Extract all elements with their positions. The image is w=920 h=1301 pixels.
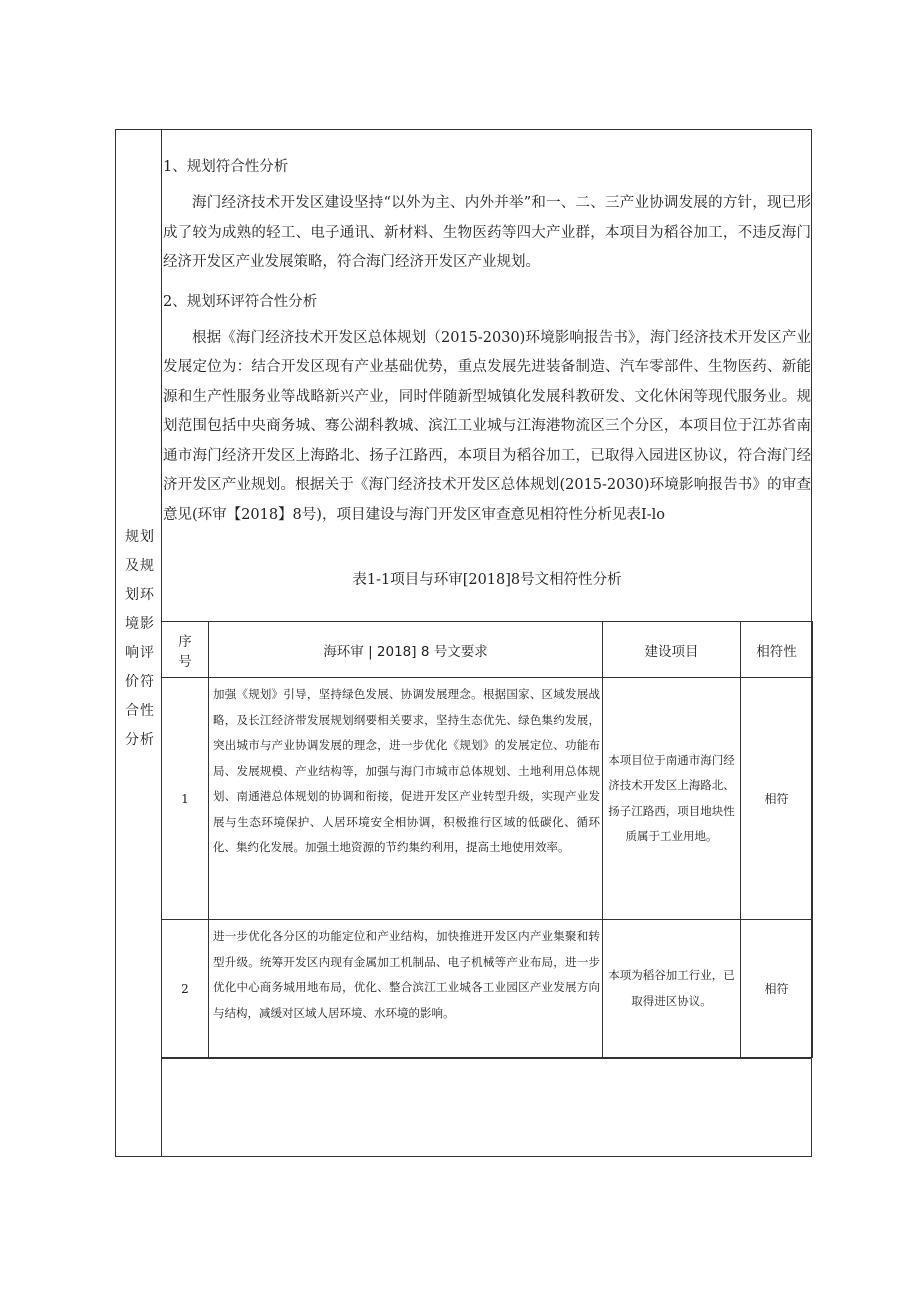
row-project: 本项目位于南通市海门经济技术开发区上海路北、扬子江路西，项目地块性质属于工业用地。 (603, 678, 741, 920)
conformity-table (161, 621, 812, 1059)
header-seq-line1: 序 (178, 633, 192, 650)
header-seq (162, 622, 209, 678)
row-requirement: 加强《规划》引导，坚持绿色发展、协调发展理念。根据国家、区域发展战略，及长江经济带发展规划纲要相关要求，坚持生态优先、绿色集约发展，突出城市与产业协调发展的理念，进一步优化《规划》的发展定位、功能布局、发展规模、产业结构等，加强与海门市城市总体规划、土地利用总体规划、南通港总体规划的协调和衔接，促进开发区产业转型升级，实现产业发展与生态环境保护、人居环境安全相协调，积极推行区域的低碳化、循环化、集约化发展。加强土地资源的节约集约利用，提高土地使用效率。 (209, 678, 603, 920)
table-caption: 表1-1项目与环审[2018]8号文相符性分析 (352, 572, 622, 588)
row-seq: 2 (162, 920, 209, 1058)
paragraph-planning: 海门经济技术开发区建设坚持“以外为主、内外并举”和一、二、三产业协调发展的方针，现已形成了较为成熟的轻工、电子通讯、新材料、生物医药等四大产业群，本项目为稻谷加工，不违反海门经济开发区产业发展策略，符合海门经济开发区产业规划。 (163, 195, 811, 270)
paragraph-eia: 根据《海门经济技术开发区总体规划（2015-2030)环境影响报告书》，海门经济技术开发区产业发展定位为：结合开发区现有产业基础优势，重点发展先进装备制造、汽车零部件、生物医药、新能源和生产性服务业等战略新兴产业，同时伴随新型城镇化发展科教研发、文化休闲等现代服务业。规划范围包括中央商务城、骞公湖科教城、滨江工业城与江海港物流区三个分区，本项目位于江苏省南通市海门经济开发区上海路北、扬子江路西，本项目为稻谷加工，已取得入园进区协议，符合海门经济开发区产业规划。根据关于《海门经济技术开发区总体规划(2015-2030)环境影响报告书》的审查意见(环审【2018】8号)，项目建设与海门开发区审查意见相符性分析见表I-lo (163, 329, 811, 523)
side-label-line: 及规 (125, 558, 155, 574)
section-heading-eia: 2、规划环评符合性分析 (163, 293, 318, 310)
section-side-label (120, 523, 160, 755)
side-label-line: 分析 (125, 732, 155, 748)
row-requirement: 进一步优化各分区的功能定位和产业结构，加快推进开发区内产业集聚和转型升级。统筹开发区内现有金属加工机制品、电子机械等产业布局，进一步优化中心商务城用地布局，优化、整合滨江工业城各工业园区产业发展方向与结构，减缓对区域人居环境、水环境的影响。 (209, 920, 603, 1058)
side-label-line: 价符 (125, 674, 155, 690)
table-bottom-line (161, 1058, 812, 1059)
side-label-line: 响评 (125, 645, 155, 661)
table-row (162, 678, 813, 920)
row-project: 本项为稻谷加工行业，已取得进区协议。 (603, 920, 741, 1058)
row-conformity: 相符 (741, 678, 813, 920)
header-project: 建设项目 (603, 622, 741, 678)
side-label-line: 合性 (125, 703, 155, 719)
side-label-line: 规划 (125, 529, 155, 545)
side-label-line: 境影 (125, 616, 155, 632)
header-requirement: 海环审 | 2018] 8 号文要求 (209, 622, 603, 678)
table-row (162, 920, 813, 1058)
analysis-content (163, 151, 811, 538)
header-seq-line2: 号 (178, 653, 192, 670)
table-header-row (162, 622, 813, 678)
row-conformity: 相符 (741, 920, 813, 1058)
header-conformity: 相符性 (741, 622, 813, 678)
section-heading-planning: 1、规划符合性分析 (163, 159, 289, 175)
side-label-line: 划环 (125, 587, 155, 603)
row-seq: 1 (162, 678, 209, 920)
